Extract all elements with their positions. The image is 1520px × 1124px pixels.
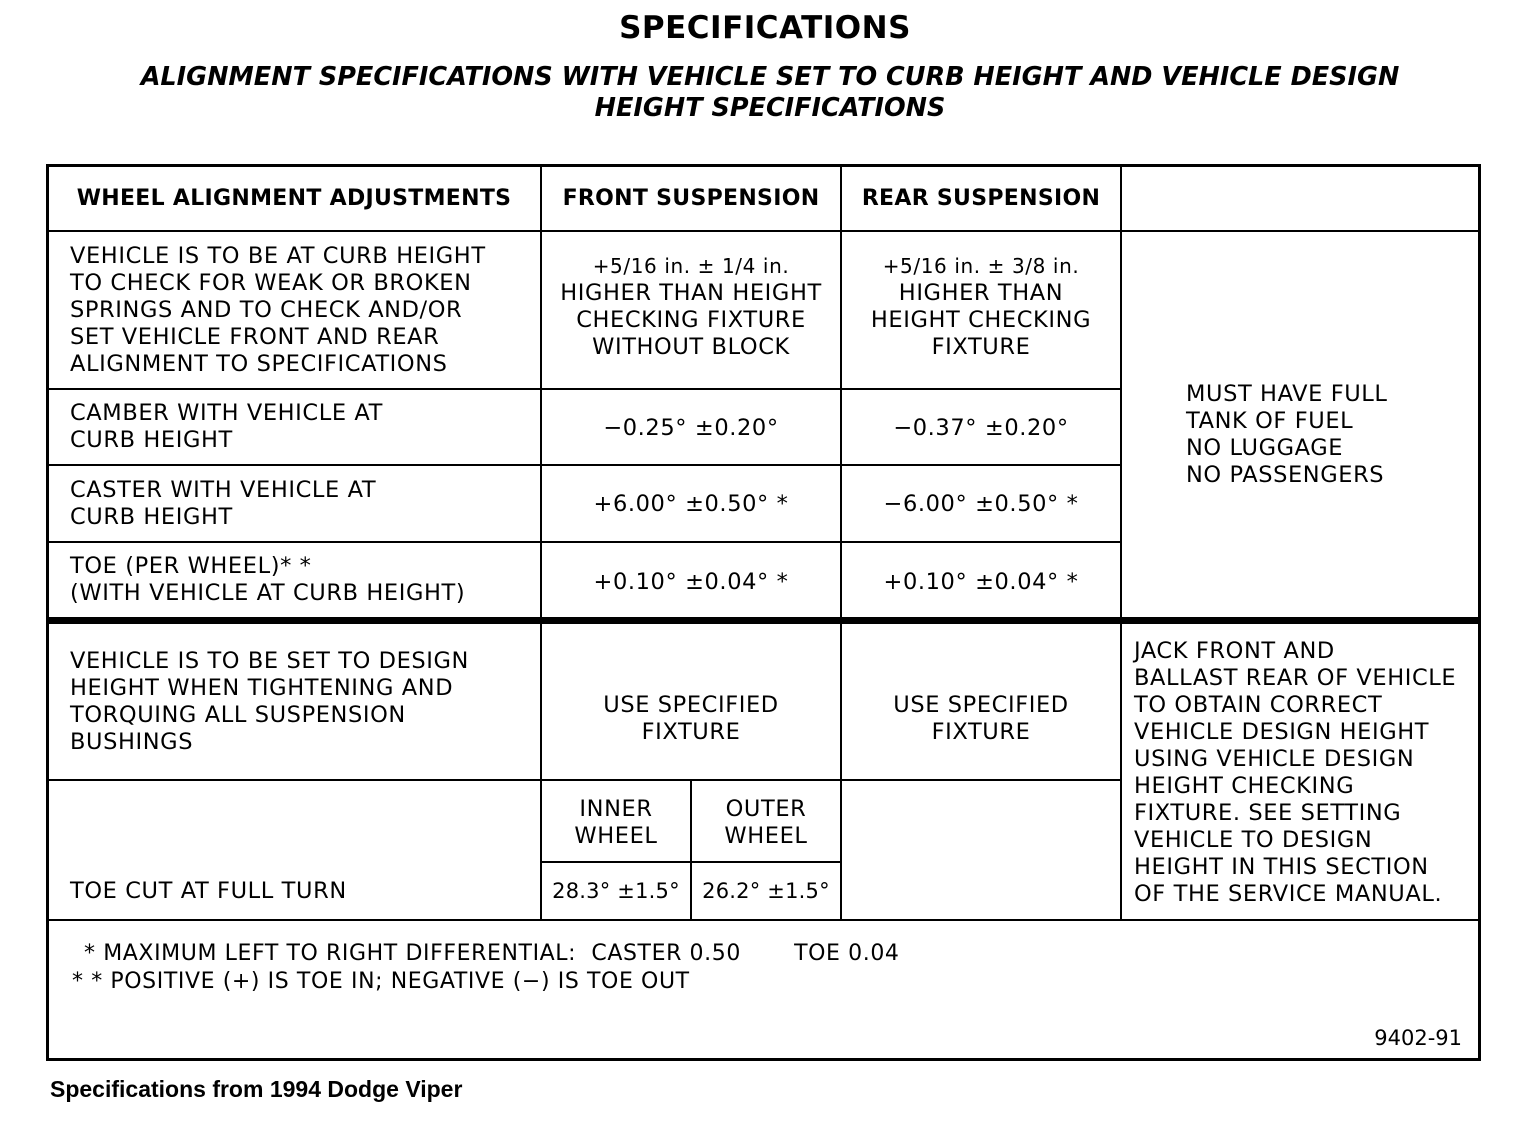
design-notes [1122, 638, 1478, 916]
design-rear [842, 624, 1120, 814]
footnote-2: * * POSITIVE (+) IS TOE IN; NEGATIVE (−) IS TOE OUT [72, 969, 690, 994]
design-front-line: USE SPECIFIED [603, 692, 779, 718]
footnote-1: * MAXIMUM LEFT TO RIGHT DIFFERENTIAL: CASTER 0.50 TOE 0.04 [84, 941, 900, 966]
page-subtitle [40, 62, 1500, 124]
header-front: FRONT SUSPENSION [562, 186, 820, 211]
curb-note-line: MUST HAVE FULL [1186, 380, 1388, 407]
camber-label-line: CAMBER WITH VEHICLE AT [70, 400, 384, 426]
curb-label-line: SET VEHICLE FRONT AND REAR [70, 323, 440, 350]
design-note-line: USING VEHICLE DESIGN [1134, 746, 1415, 772]
design-note-line: VEHICLE DESIGN HEIGHT [1134, 719, 1430, 745]
outer-wheel-value: 26.2° ±1.5° [702, 878, 830, 903]
design-note-line: OF THE SERVICE MANUAL. [1134, 881, 1443, 907]
subtitle-line-2: HEIGHT SPECIFICATIONS [594, 93, 946, 123]
design-rear-line: USE SPECIFIED [893, 692, 1069, 718]
design-note-line: FIXTURE. SEE SETTING [1134, 800, 1402, 826]
subtitle-line-1: ALIGNMENT SPECIFICATIONS WITH VEHICLE SET TO CURB HEIGHT AND VEHICLE DESIGN [140, 62, 1400, 92]
toe-label [48, 543, 540, 617]
design-note-line: TO OBTAIN CORRECT [1134, 692, 1383, 718]
toe-rear: +0.10° ±0.04° * [883, 568, 1079, 595]
curb-rear-line: HEIGHT CHECKING [870, 307, 1092, 333]
camber-label [48, 390, 540, 464]
caster-front: +6.00° ±0.50° * [593, 491, 789, 517]
curb-note-line: NO PASSENGERS [1186, 461, 1385, 488]
design-label-line: TORQUING ALL SUSPENSION [70, 701, 406, 728]
toe-front: +0.10° ±0.04° * [593, 568, 789, 595]
outer-wheel-header-line: OUTER [725, 796, 807, 822]
footnotes [72, 940, 900, 996]
camber-front: −0.25° ±0.20° [603, 414, 779, 441]
toe-out-label: TOE CUT AT FULL TURN [70, 877, 347, 904]
caster-label [48, 466, 540, 541]
curb-label-line: SPRINGS AND TO CHECK AND/OR [70, 296, 463, 323]
curb-rear-line: FIXTURE [931, 334, 1031, 360]
design-label [48, 624, 540, 779]
inner-wheel-header-line: WHEEL [574, 823, 658, 849]
page-title: SPECIFICATIONS [619, 10, 911, 46]
caster-label-line: CASTER WITH VEHICLE AT [70, 476, 377, 503]
design-front-line: FIXTURE [641, 719, 741, 745]
curb-front-line: +5/16 in. ± 1/4 in. [592, 254, 790, 278]
curb-front-line: CHECKING FIXTURE [576, 307, 806, 333]
curb-note-line: TANK OF FUEL [1186, 407, 1354, 434]
outer-wheel-header-line: WHEEL [724, 823, 808, 849]
curb-front-line: WITHOUT BLOCK [592, 334, 790, 360]
header-notes [1122, 167, 1478, 230]
rule-footnotes [46, 919, 1481, 921]
toe-label-line: TOE (PER WHEEL)* * [70, 553, 312, 579]
design-note-line: HEIGHT IN THIS SECTION [1134, 854, 1429, 880]
header-rear: REAR SUSPENSION [861, 186, 1101, 211]
curb-rear [842, 232, 1120, 382]
inner-wheel-header-line: INNER [579, 796, 653, 822]
design-label-line: VEHICLE IS TO BE SET TO DESIGN [70, 647, 469, 674]
header-adjustments: WHEEL ALIGNMENT ADJUSTMENTS [76, 186, 512, 211]
figure-caption: Specifications from 1994 Dodge Viper [50, 1076, 463, 1102]
design-rear-line: FIXTURE [931, 719, 1031, 745]
caster-label-line: CURB HEIGHT [70, 503, 233, 530]
inner-wheel-value: 28.3° ±1.5° [552, 878, 680, 903]
camber-rear: −0.37° ±0.20° [893, 414, 1069, 441]
curb-rear-line: HIGHER THAN [898, 280, 1064, 306]
curb-label [48, 232, 540, 388]
design-note-line: HEIGHT CHECKING [1134, 773, 1355, 799]
caster-rear: −6.00° ±0.50° * [883, 491, 1079, 517]
curb-rear-line: +5/16 in. ± 3/8 in. [882, 254, 1080, 278]
curb-label-line: VEHICLE IS TO BE AT CURB HEIGHT [70, 242, 486, 269]
curb-label-line: ALIGNMENT TO SPECIFICATIONS [70, 350, 448, 377]
outer-wheel-header [692, 786, 840, 860]
camber-label-line: CURB HEIGHT [70, 427, 233, 453]
design-note-line: BALLAST REAR OF VEHICLE [1134, 665, 1457, 691]
design-note-line: JACK FRONT AND [1134, 638, 1335, 664]
toe-label-line: (WITH VEHICLE AT CURB HEIGHT) [70, 580, 466, 606]
figure-number: 9402-91 [1374, 1026, 1462, 1050]
curb-notes [1122, 232, 1478, 617]
curb-front [542, 232, 840, 382]
design-label-line: BUSHINGS [70, 728, 194, 755]
design-label-line: HEIGHT WHEN TIGHTENING AND [70, 674, 454, 701]
curb-note-line: NO LUGGAGE [1186, 434, 1344, 461]
curb-front-line: HIGHER THAN HEIGHT [560, 280, 822, 306]
curb-label-line: TO CHECK FOR WEAK OR BROKEN [70, 269, 472, 296]
design-note-line: VEHICLE TO DESIGN [1134, 827, 1373, 853]
inner-wheel-header [542, 786, 690, 860]
